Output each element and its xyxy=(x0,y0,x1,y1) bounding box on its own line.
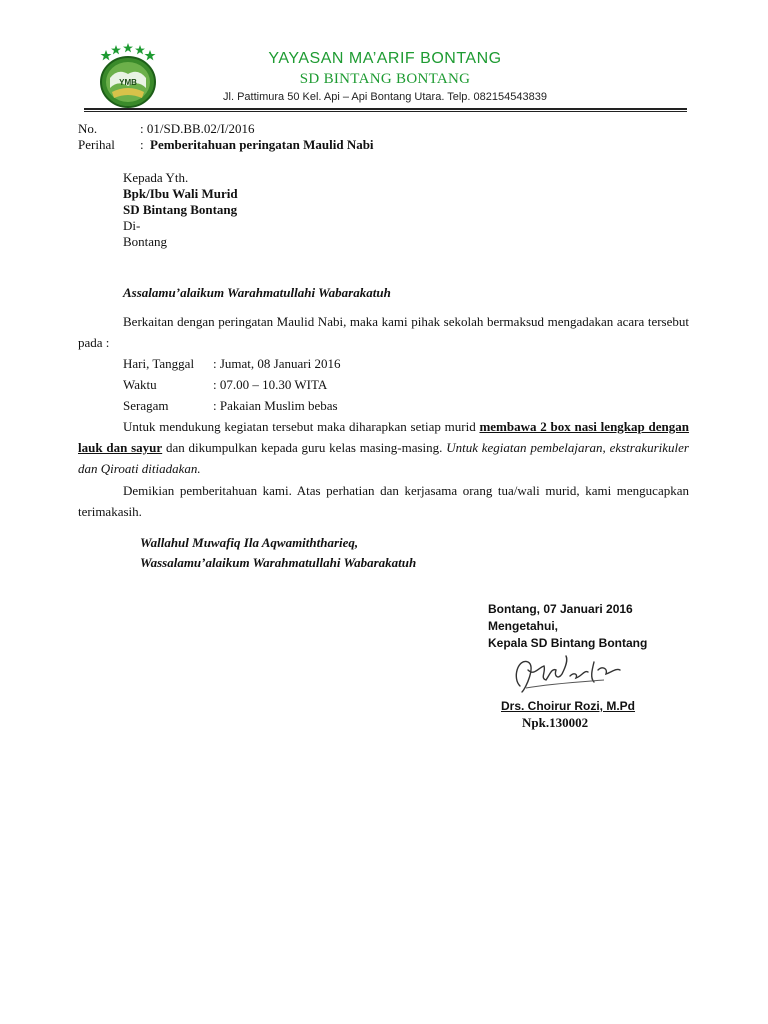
closing-line-2: Wassalamu’alaikum Warahmatullahi Wabarakatuh xyxy=(140,555,417,570)
logo-text: YMB xyxy=(119,78,137,87)
recipient-di: Di- xyxy=(123,218,141,233)
detail-label-date: Hari, Tanggal xyxy=(123,356,195,371)
sign-title: Kepala SD Bintang Bontang xyxy=(488,636,648,650)
school-address: Jl. Pattimura 50 Kel. Api – Api Bontang Utara. Telp. 082154543839 xyxy=(223,91,547,103)
header-divider xyxy=(84,108,687,110)
number-value: : 01/SD.BB.02/I/2016 xyxy=(140,121,255,136)
subject-value: Pemberitahuan peringatan Maulid Nabi xyxy=(150,137,374,152)
detail-label-time: Waktu xyxy=(123,377,157,392)
highlighted-requirement: membawa 2 box nasi lengkap dengan lauk dan sayur xyxy=(78,419,689,455)
paragraph-instructions: Untuk mendukung kegiatan tersebut maka diharapkan setiap murid membawa 2 box nasi lengkap dengan lauk dan sayur dan dikumpulkan kepada guru kelas masing-masing. Untuk kegiatan pembelajaran, ekstrakurikuler dan Qiroati ditiadakan. xyxy=(78,419,689,476)
recipient-school: SD Bintang Bontang xyxy=(123,202,238,217)
signer-id: Npk.130002 xyxy=(522,715,589,730)
school-name: SD BINTANG BONTANG xyxy=(299,71,471,87)
paragraph-intro: Berkaitan dengan peringatan Maulid Nabi, maka kami pihak sekolah bermaksud mengadakan acara tersebut pada : xyxy=(78,314,689,350)
signer-name: Drs. Choirur Rozi, M.Pd xyxy=(501,699,636,713)
recipient-city: Bontang xyxy=(123,234,168,249)
subject-colon: : xyxy=(140,137,144,152)
detail-value-uniform: : Pakaian Muslim bebas xyxy=(213,398,338,413)
sign-acknowledged: Mengetahui, xyxy=(488,619,559,633)
school-logo-icon xyxy=(92,40,164,112)
detail-value-date: : Jumat, 08 Januari 2016 xyxy=(213,356,341,371)
handwritten-signature-icon xyxy=(508,648,628,698)
detail-value-time: : 07.00 – 10.30 WITA xyxy=(213,377,328,392)
paragraph-closing: Demikian pemberitahuan kami. Atas perhatian dan kerjasama orang tua/wali murid, kami mengucapkan terimakasih. xyxy=(78,483,689,519)
foundation-name: YAYASAN MA’ARIF BONTANG xyxy=(268,50,502,67)
recipient-name: Bpk/Ibu Wali Murid xyxy=(123,186,238,201)
header-divider-thin xyxy=(84,111,687,112)
sign-place-date: Bontang, 07 Januari 2016 xyxy=(488,602,633,616)
number-label: No. xyxy=(78,121,98,136)
subject-label: Perihal xyxy=(78,137,115,152)
closing-line-1: Wallahul Muwafiq Ila Aqwamiththarieq, xyxy=(140,535,359,550)
recipient-line: Kepada Yth. xyxy=(123,170,189,185)
detail-label-uniform: Seragam xyxy=(123,398,169,413)
opening-greeting: Assalamu’alaikum Warahmatullahi Wabarakatuh xyxy=(123,285,391,300)
